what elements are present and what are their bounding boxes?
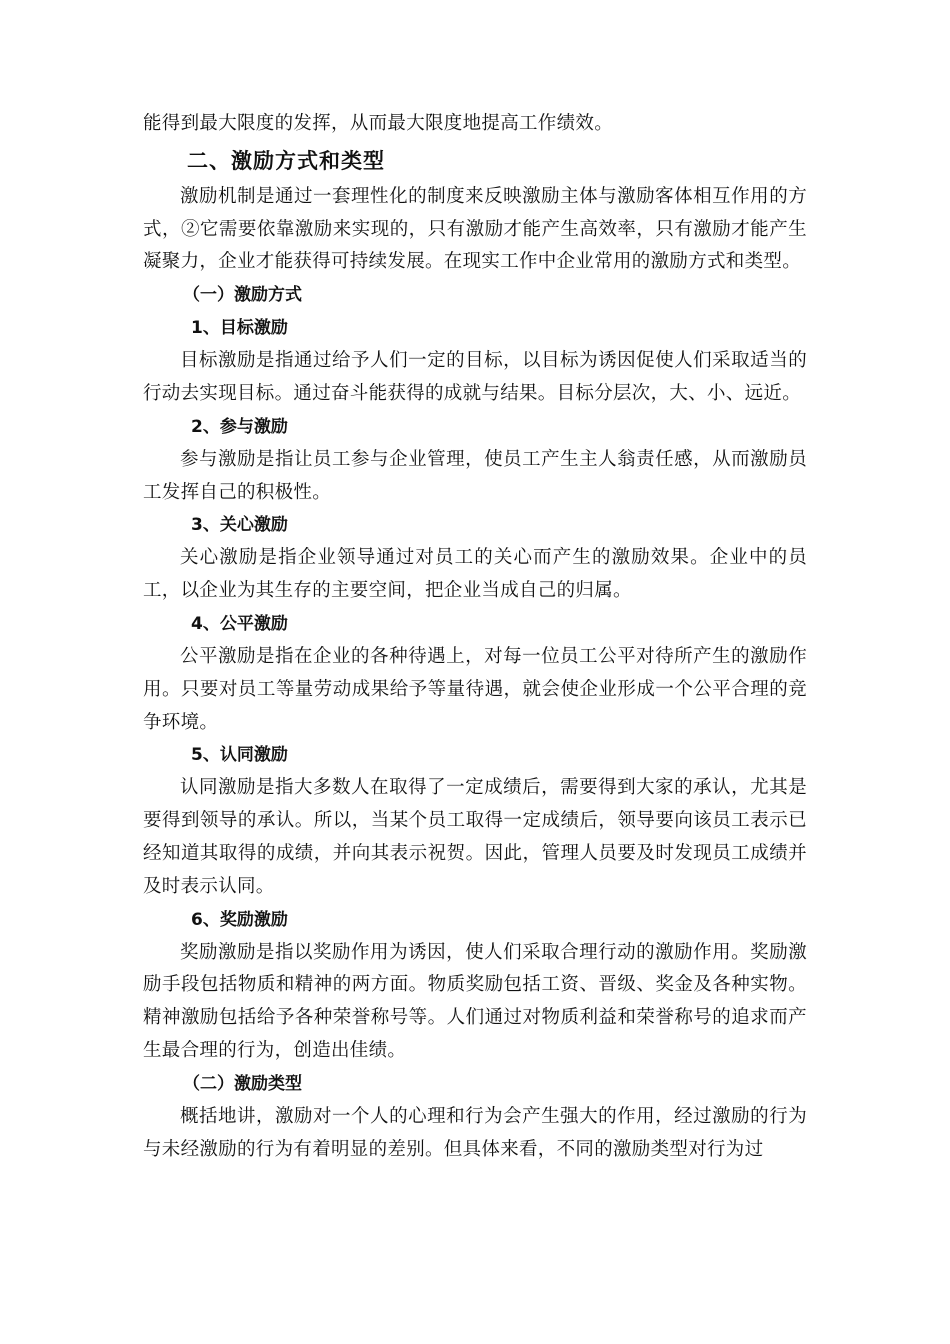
document-body (143, 108, 807, 1166)
item-title-fairness: 4、公平激励 (191, 613, 288, 634)
section-paragraph: 激励机制是通过一套理性化的制度来反映激励主体与激励客体相互作用的方式，②它需要依靠激励来实现的，只有激励才能产生高效率，只有激励才能产生凝聚力，企业才能获得可持续发展。在现实工作中企业常用的激励方式和类型。 (143, 185, 807, 273)
item-body-fairness: 公平激励是指在企业的各种待遇上，对每一位员工公平对待所产生的激励作用。只要对员工等量劳动成果给予等量待遇，就会使企业形成一个公平合理的竞争环境。 (143, 645, 807, 733)
item-title-goal: 1、目标激励 (191, 318, 288, 339)
item-title-participation: 2、参与激励 (191, 416, 288, 437)
item-body-goal: 目标激励是指通过给予人们一定的目标，以目标为诱因促使人们采取适当的行动去实现目标。通过奋斗能获得的成就与结果。目标分层次，大、小、远近。 (143, 350, 807, 404)
types-paragraph: 概括地讲，激励对一个人的心理和行为会产生强大的作用，经过激励的行为与未经激励的行为有着明显的差别。但具体来看，不同的激励类型对行为过 (143, 1105, 807, 1160)
item-body-reward: 奖励激励是指以奖励作用为诱因，使人们采取合理行动的激励作用。奖励激励手段包括物质和精神的两方面。物质奖励包括工资、晋级、奖金及各种实物。精神激励包括给予各种荣誉称号等。人们通过对物质利益和荣誉称号的追求而产生最合理的行为，创造出佳绩。 (143, 941, 807, 1061)
item-body-participation: 参与激励是指让员工参与企业管理，使员工产生主人翁责任感，从而激励员工发挥自己的积极性。 (143, 448, 807, 503)
subsection-title-types: （二）激励类型 (183, 1073, 302, 1094)
item-body-recognition: 认同激励是指大多数人在取得了一定成绩后，需要得到大家的承认，尤其是要得到领导的承认。所以，当某个员工取得一定成绩后，领导要向该员工表示已经知道其取得的成绩，并向其表示祝贺。因此，管理人员要及时发现员工成绩并及时表示认同。 (143, 777, 807, 897)
subsection-title-methods: （一）激励方式 (183, 285, 302, 306)
item-title-recognition: 5、认同激励 (191, 745, 288, 766)
item-title-reward: 6、奖励激励 (191, 909, 288, 930)
intro-tail-paragraph: 能得到最大限度的发挥，从而最大限度地提高工作绩效。 (143, 113, 614, 134)
item-body-care: 关心激励是指企业领导通过对员工的关心而产生的激励效果。企业中的员工，以企业为其生存的主要空间，把企业当成自己的归属。 (143, 547, 807, 602)
section-title: 二、激励方式和类型 (187, 148, 385, 173)
item-title-care: 3、关心激励 (191, 515, 288, 536)
